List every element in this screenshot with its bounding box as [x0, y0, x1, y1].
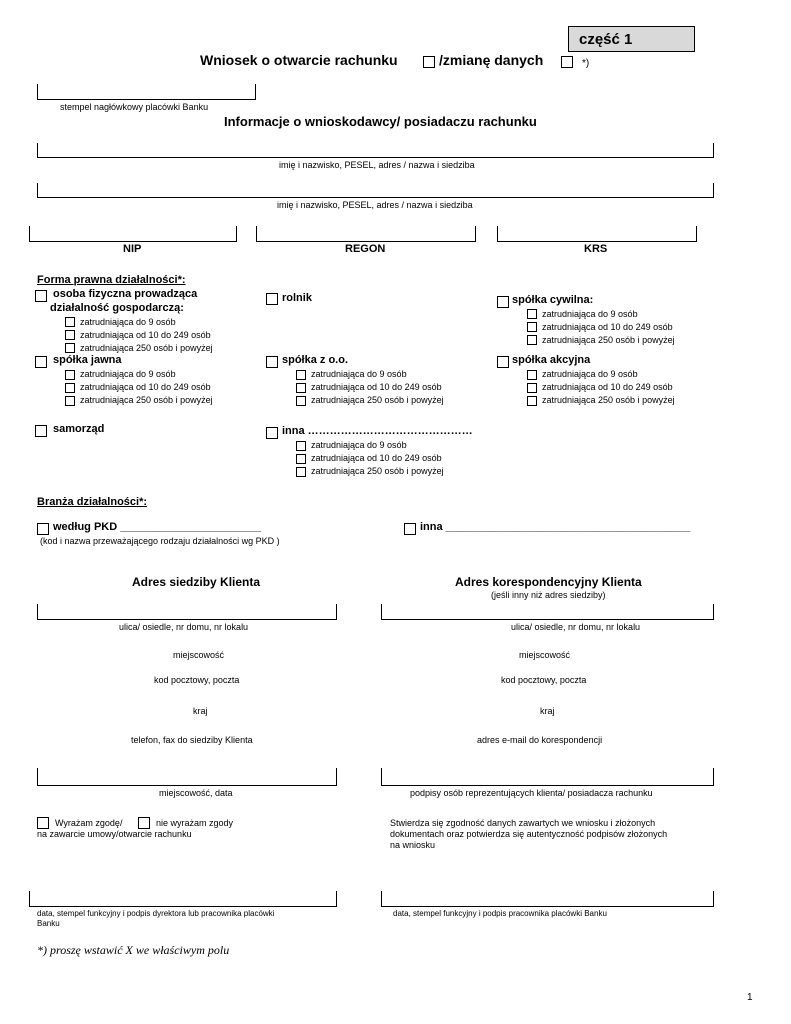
- sole-trader-10-249-checkbox[interactable]: [65, 330, 75, 340]
- llc-250-checkbox[interactable]: [296, 396, 306, 406]
- agree-checkbox[interactable]: [37, 817, 49, 829]
- corr-city-caption: miejscowość: [519, 650, 571, 660]
- confirm-line2: dokumentach oraz potwierdza się autentyczność podpisów złożonych: [390, 829, 668, 839]
- joint-stock-label: spółka akcyjna: [512, 354, 591, 366]
- corr-street-field[interactable]: [381, 604, 714, 620]
- employee-caption: data, stempel funkcyjny i podpis pracownika placówki Banku: [393, 909, 607, 918]
- gp-9-label: zatrudniająca do 9 osób: [80, 369, 176, 379]
- industry-other-label: inna ________________________________________: [420, 521, 691, 533]
- seat-street-caption: ulica/ osiedle, nr domu, nr lokalu: [119, 622, 249, 632]
- phone-caption: telefon, fax do siedziby Klienta: [131, 735, 253, 745]
- js-250-label: zatrudniająca 250 osób i powyżej: [542, 395, 675, 405]
- local-government-label: samorząd: [53, 423, 105, 435]
- seat-address-title: Adres siedziby Klienta: [132, 575, 261, 589]
- nip-label: NIP: [123, 243, 142, 255]
- civil-9-label: zatrudniająca do 9 osób: [542, 309, 638, 319]
- seat-country-caption: kraj: [193, 706, 208, 716]
- other-250-label: zatrudniająca 250 osób i powyżej: [311, 466, 444, 476]
- civil-9-checkbox[interactable]: [527, 309, 537, 319]
- local-government-checkbox[interactable]: [35, 425, 47, 437]
- other-10-249-label: zatrudniająca od 10 do 249 osób: [311, 453, 442, 463]
- corr-address-subtitle: (jeśli inny niż adres siedziby): [491, 590, 606, 600]
- corr-country-caption: kraj: [540, 706, 555, 716]
- joint-stock-checkbox[interactable]: [497, 356, 509, 368]
- other-form-checkbox[interactable]: [266, 427, 278, 439]
- page-number: 1: [747, 992, 753, 1003]
- civil-250-label: zatrudniająca 250 osób i powyżej: [542, 335, 675, 345]
- gp-9-checkbox[interactable]: [65, 370, 75, 380]
- sole-trader-label-2: działalność gospodarczą:: [50, 302, 184, 314]
- place-date-field[interactable]: [37, 768, 337, 786]
- representatives-caption: podpisy osób reprezentujących klienta/ posiadacza rachunku: [410, 788, 653, 798]
- gp-250-checkbox[interactable]: [65, 396, 75, 406]
- sole-trader-9-checkbox[interactable]: [65, 317, 75, 327]
- llc-250-label: zatrudniająca 250 osób i powyżej: [311, 395, 444, 405]
- farmer-checkbox[interactable]: [266, 293, 278, 305]
- footnote: *) proszę wstawić X we właściwym polu: [37, 943, 230, 957]
- stamp-field[interactable]: [37, 84, 256, 100]
- general-partnership-label: spółka jawna: [53, 354, 122, 366]
- applicant-caption-2: imię i nazwisko, PESEL, adres / nazwa i siedziba: [277, 200, 473, 210]
- title-note: *): [582, 58, 590, 69]
- consent-line2: na zawarcie umowy/otwarcie rachunku: [37, 829, 192, 839]
- civil-10-249-checkbox[interactable]: [527, 322, 537, 332]
- llc-10-249-label: zatrudniająca od 10 do 249 osób: [311, 382, 442, 392]
- other-250-checkbox[interactable]: [296, 467, 306, 477]
- corr-postal-caption: kod pocztowy, poczta: [501, 675, 587, 685]
- sole-trader-label: osoba fizyczna prowadząca: [53, 288, 198, 300]
- corr-street-caption: ulica/ osiedle, nr domu, nr lokalu: [511, 622, 641, 632]
- industry-other-checkbox[interactable]: [404, 523, 416, 535]
- form-title: Wniosek o otwarcie rachunku: [200, 52, 398, 68]
- civil-10-249-label: zatrudniająca od 10 do 249 osób: [542, 322, 673, 332]
- other-form-label: inna ………………………………………: [282, 425, 473, 437]
- civil-250-checkbox[interactable]: [527, 335, 537, 345]
- general-partnership-checkbox[interactable]: [35, 356, 47, 368]
- part-label-box: [568, 26, 695, 52]
- seat-street-field[interactable]: [37, 604, 337, 620]
- corr-address-title: Adres korespondencyjny Klienta: [455, 575, 642, 589]
- civil-partnership-checkbox[interactable]: [497, 296, 509, 308]
- krs-label: KRS: [584, 243, 608, 255]
- agree-label: Wyrażam zgodę/: [55, 818, 123, 828]
- regon-field[interactable]: [256, 226, 476, 242]
- gp-10-249-checkbox[interactable]: [65, 383, 75, 393]
- disagree-label: nie wyrażam zgody: [156, 818, 234, 828]
- seat-city-caption: miejscowość: [173, 650, 225, 660]
- email-caption: adres e-mail do korespondencji: [477, 735, 603, 745]
- other-9-checkbox[interactable]: [296, 441, 306, 451]
- place-date-caption: miejscowość, data: [159, 788, 233, 798]
- director-caption-1: data, stempel funkcyjny i podpis dyrektora lub pracownika placówki: [37, 909, 275, 918]
- js-9-checkbox[interactable]: [527, 370, 537, 380]
- confirm-line3: na wniosku: [390, 840, 436, 850]
- js-10-249-checkbox[interactable]: [527, 383, 537, 393]
- js-250-checkbox[interactable]: [527, 396, 537, 406]
- other-9-label: zatrudniająca do 9 osób: [311, 440, 407, 450]
- applicant-field-2[interactable]: [37, 183, 714, 198]
- applicant-caption-1: imię i nazwisko, PESEL, adres / nazwa i siedziba: [279, 160, 475, 170]
- sole-trader-9-label: zatrudniająca do 9 osób: [80, 317, 176, 327]
- pkd-caption: (kod i nazwa przeważającego rodzaju działalności wg PKD ): [40, 536, 280, 546]
- director-caption-2: Banku: [37, 919, 60, 928]
- sole-trader-250-label: zatrudniająca 250 osób i powyżej: [80, 343, 213, 353]
- js-9-label: zatrudniająca do 9 osób: [542, 369, 638, 379]
- gp-250-label: zatrudniająca 250 osób i powyżej: [80, 395, 213, 405]
- llc-label: spółka z o.o.: [282, 354, 349, 366]
- sole-trader-250-checkbox[interactable]: [65, 343, 75, 353]
- llc-10-249-checkbox[interactable]: [296, 383, 306, 393]
- part-label: część 1: [579, 31, 633, 48]
- regon-label: REGON: [345, 243, 386, 255]
- pkd-label: według PKD _______________________: [53, 521, 261, 533]
- seat-postal-caption: kod pocztowy, poczta: [154, 675, 240, 685]
- industry-title: Branża działalności*:: [37, 496, 148, 508]
- krs-field[interactable]: [497, 226, 697, 242]
- gp-10-249-label: zatrudniająca od 10 do 249 osób: [80, 382, 211, 392]
- representatives-signature-field[interactable]: [381, 768, 714, 786]
- confirm-line1: Stwierdza się zgodność danych zawartych we wniosku i złożonych: [390, 818, 656, 828]
- other-10-249-checkbox[interactable]: [296, 454, 306, 464]
- disagree-checkbox[interactable]: [138, 817, 150, 829]
- change-data-checkbox[interactable]: [561, 56, 573, 68]
- legal-form-title: Forma prawna działalności*:: [37, 274, 186, 286]
- section-info-title: Informacje o wnioskodawcy/ posiadaczu rachunku: [224, 114, 537, 129]
- nip-field[interactable]: [29, 226, 237, 242]
- director-signature-field[interactable]: [29, 891, 337, 907]
- llc-checkbox[interactable]: [266, 356, 278, 368]
- js-10-249-label: zatrudniająca od 10 do 249 osób: [542, 382, 673, 392]
- stamp-caption: stempel nagłówkowy placówki Banku: [60, 102, 209, 112]
- llc-9-label: zatrudniająca do 9 osób: [311, 369, 407, 379]
- form-title-change: /zmianę danych: [439, 52, 544, 68]
- llc-9-checkbox[interactable]: [296, 370, 306, 380]
- pkd-checkbox[interactable]: [37, 523, 49, 535]
- civil-partnership-label: spółka cywilna:: [512, 294, 594, 306]
- open-account-checkbox[interactable]: [423, 56, 435, 68]
- employee-signature-field[interactable]: [381, 891, 714, 907]
- sole-trader-10-249-label: zatrudniająca od 10 do 249 osób: [80, 330, 211, 340]
- farmer-label: rolnik: [282, 292, 312, 304]
- sole-trader-checkbox[interactable]: [35, 290, 47, 302]
- applicant-field-1[interactable]: [37, 143, 714, 158]
